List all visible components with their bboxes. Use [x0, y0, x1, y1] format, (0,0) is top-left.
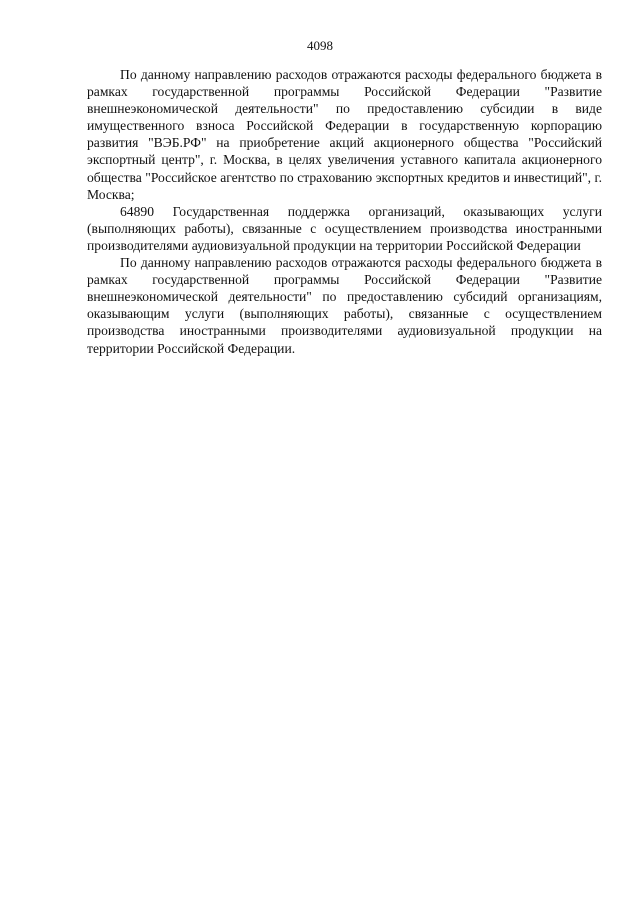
document-body — [87, 66, 602, 357]
paragraph-expense-description-audiovisual: По данному направлению расходов отражаются расходы федерального бюджета в рамках государственной программы Российской Федерации "Развитие внешнеэкономической деятельности" по предоставлению субсидий организациям, оказывающим услуги (выполняющих работы), связанные с осуществлением производства иностранными производителями аудиовизуальной продукции на территории Российской Федерации. — [87, 255, 602, 356]
page-number: 4098 — [307, 38, 333, 53]
paragraph-code-64890-heading: 64890 Государственная поддержка организаций, оказывающих услуги (выполняющих работы), связанные с осуществлением производства иностранными производителями аудиовизуальной продукции на территории Российской Федерации — [87, 203, 602, 253]
paragraph-expense-description-vebrf: По данному направлению расходов отражаются расходы федерального бюджета в рамках государственной программы Российской Федерации "Развитие внешнеэкономической деятельности" по предоставлению субсидии в виде имущественного взноса Российской Федерации в государственную корпорацию развития "ВЭБ.РФ" на приобретение акций акционерного общества "Российский экспортный центр", г. Москва, в целях увеличения уставного капитала акционерного общества "Российское агентство по страхованию экспортных кредитов и инвестиций", г. Москва; — [87, 67, 602, 202]
